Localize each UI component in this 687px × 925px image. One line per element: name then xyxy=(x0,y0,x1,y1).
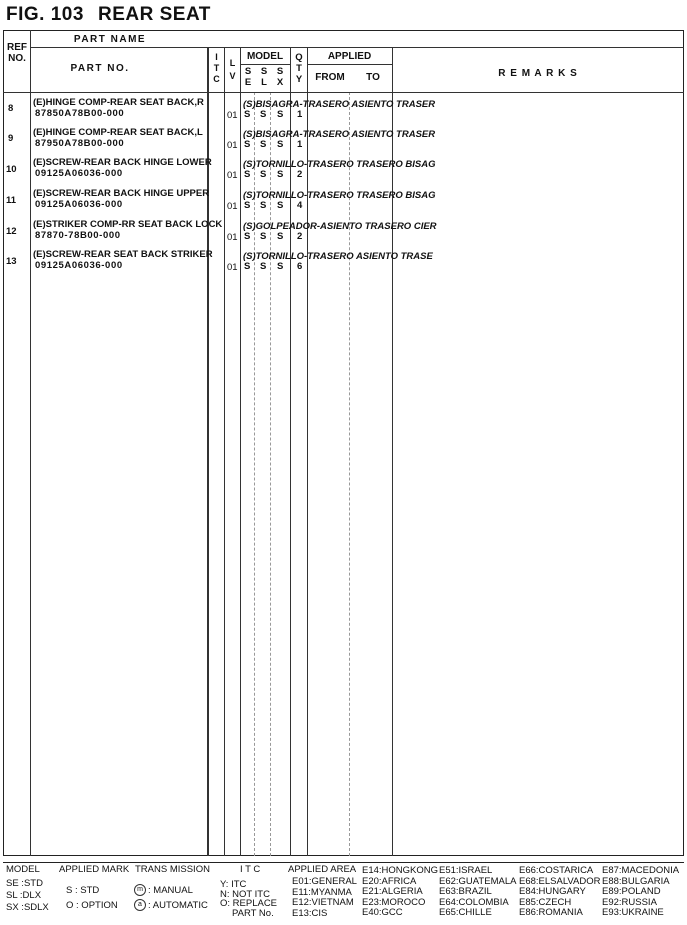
model-se: S xyxy=(244,231,251,242)
header-lv: L V xyxy=(229,58,236,81)
model-se: S xyxy=(244,109,251,120)
col-divider-from xyxy=(349,92,350,856)
legend-areas-col2: E14:HONGKONG E20:AFRICA E21:ALGERIA E23:MOROCO E40:GCC xyxy=(362,865,439,918)
header-qty: Q T Y xyxy=(295,52,303,85)
part-name: (E)SCREW-REAR SEAT BACK STRIKER xyxy=(33,249,213,260)
qty-value: 2 xyxy=(297,169,303,180)
col-divider-sl xyxy=(270,92,271,856)
ref-number: 10 xyxy=(6,164,17,175)
lv-value: 01 xyxy=(227,232,238,243)
ref-number: 11 xyxy=(6,195,17,206)
part-number: 87850A78B00-000 xyxy=(35,108,125,119)
automatic-icon: a xyxy=(134,899,146,911)
model-sx: S xyxy=(277,261,284,272)
col-divider-ref xyxy=(30,30,31,856)
lv-value: 01 xyxy=(227,110,238,121)
part-number: 09125A06036-000 xyxy=(35,199,123,210)
header-part-no: PART NO. xyxy=(70,63,130,74)
remark: (S)TORNILLO-TRASERO ASIENTO TRASE xyxy=(243,251,433,262)
col-divider-se xyxy=(254,92,255,856)
model-sx: S xyxy=(277,169,284,180)
legend-applied-marks: S : STD O : OPTION xyxy=(66,885,118,911)
model-sx: S xyxy=(277,200,284,211)
header-line-applied xyxy=(307,64,392,65)
legend-areas-col4: E66:COSTARICA E68:ELSALVADOR E84:HUNGARY E85:CZECH E86:ROMANIA xyxy=(519,865,601,918)
model-sx: S xyxy=(277,139,284,150)
legend-model-title: MODEL xyxy=(6,864,40,875)
header-from: FROM xyxy=(315,72,345,83)
col-divider-itc xyxy=(224,47,225,856)
model-sl: S xyxy=(260,169,267,180)
remark: (S)TORNILLO-TRASERO TRASERO BISAG xyxy=(243,190,436,201)
part-number: 87950A78B00-000 xyxy=(35,138,125,149)
model-se: S xyxy=(244,139,251,150)
legend-area-title: APPLIED AREA xyxy=(288,864,357,875)
legend-areas-col1: E01:GENERAL E11:MYANMA E12:VIETNAM E13:CIS xyxy=(292,876,357,919)
model-sl: S xyxy=(260,231,267,242)
header-model-sl: S L xyxy=(260,66,268,88)
ref-number: 8 xyxy=(8,103,14,114)
header-model-sx: S X xyxy=(276,66,284,88)
model-sl: S xyxy=(260,139,267,150)
col-divider-partname-2 xyxy=(208,47,209,856)
qty-value: 4 xyxy=(297,200,303,211)
qty-value: 2 xyxy=(297,231,303,242)
header-model-se: S E xyxy=(244,66,252,88)
manual-icon: m xyxy=(134,884,146,896)
lv-value: 01 xyxy=(227,140,238,151)
part-name: (E)HINGE COMP-REAR SEAT BACK,R xyxy=(33,97,204,108)
qty-value: 1 xyxy=(297,139,303,150)
legend-transmissions: m : MANUAL a : AUTOMATIC xyxy=(134,883,208,913)
figure-title: REAR SEAT xyxy=(98,4,211,25)
part-number: 09125A06036-000 xyxy=(35,168,123,179)
lv-value: 01 xyxy=(227,262,238,273)
part-name: (E)SCREW-REAR BACK HINGE LOWER xyxy=(33,157,212,168)
remark: (S)BISAGRA-TRASERO ASIENTO TRASER xyxy=(243,99,436,110)
part-name: (E)SCREW-REAR BACK HINGE UPPER xyxy=(33,188,210,199)
legend-areas-col5: E87:MACEDONIA E88:BULGARIA E89:POLAND E92:RUSSIA E93:UKRAINE xyxy=(602,865,680,918)
header-ref-no: REF NO. xyxy=(7,42,27,64)
model-se: S xyxy=(244,261,251,272)
legend-models: SE :STD SL :DLX SX :SDLX xyxy=(6,878,49,913)
model-sx: S xyxy=(277,109,284,120)
model-sx: S xyxy=(277,231,284,242)
model-sl: S xyxy=(260,261,267,272)
part-name: (E)HINGE COMP-REAR SEAT BACK,L xyxy=(33,127,203,138)
legend-applied-mark-title: APPLIED MARK xyxy=(59,864,130,875)
ref-number: 9 xyxy=(8,133,14,144)
header-remarks: R E M A R K S xyxy=(498,68,578,79)
qty-value: 6 xyxy=(297,261,303,272)
lv-value: 01 xyxy=(227,201,238,212)
header-part-name: PART NAME xyxy=(73,34,147,45)
model-sl: S xyxy=(260,200,267,211)
part-number: 87870-78B00-000 xyxy=(35,230,121,241)
part-number: 09125A06036-000 xyxy=(35,260,123,271)
legend-areas-col3: E51:ISRAEL E62:GUATEMALA E63:BRAZIL E64:COLOMBIA E65:CHILLE xyxy=(439,865,517,918)
header-itc: I T C xyxy=(213,52,220,84)
model-se: S xyxy=(244,169,251,180)
qty-value: 1 xyxy=(297,109,303,120)
col-divider-lv xyxy=(240,47,241,856)
ref-number: 12 xyxy=(6,226,17,237)
lv-value: 01 xyxy=(227,170,238,181)
header-line-1 xyxy=(30,47,684,48)
legend-transmission-title: TRANS MISSION xyxy=(135,864,210,875)
remark: (S)BISAGRA-TRASERO ASIENTO TRASER xyxy=(243,129,436,140)
model-sl: S xyxy=(260,109,267,120)
header-to: TO xyxy=(366,72,380,83)
ref-number: 13 xyxy=(6,256,17,267)
figure-number: FIG. 103 xyxy=(6,4,84,25)
header-line-bottom xyxy=(3,92,684,93)
part-name: (E)STRIKER COMP-RR SEAT BACK LOCK xyxy=(33,219,223,230)
parts-table xyxy=(3,30,684,856)
model-se: S xyxy=(244,200,251,211)
header-line-model xyxy=(240,64,290,65)
legend-itc-title: I T C xyxy=(240,864,261,875)
header-applied: APPLIED xyxy=(327,51,372,62)
remark: (S)TORNILLO-TRASERO TRASERO BISAG xyxy=(243,159,436,170)
remark: (S)GOLPEADOR-ASIENTO TRASERO CIER xyxy=(243,221,437,232)
legend-itc-items: Y: ITC N: NOT ITC O: REPLACE PART No. xyxy=(220,879,278,919)
header-model: MODEL xyxy=(246,51,284,62)
